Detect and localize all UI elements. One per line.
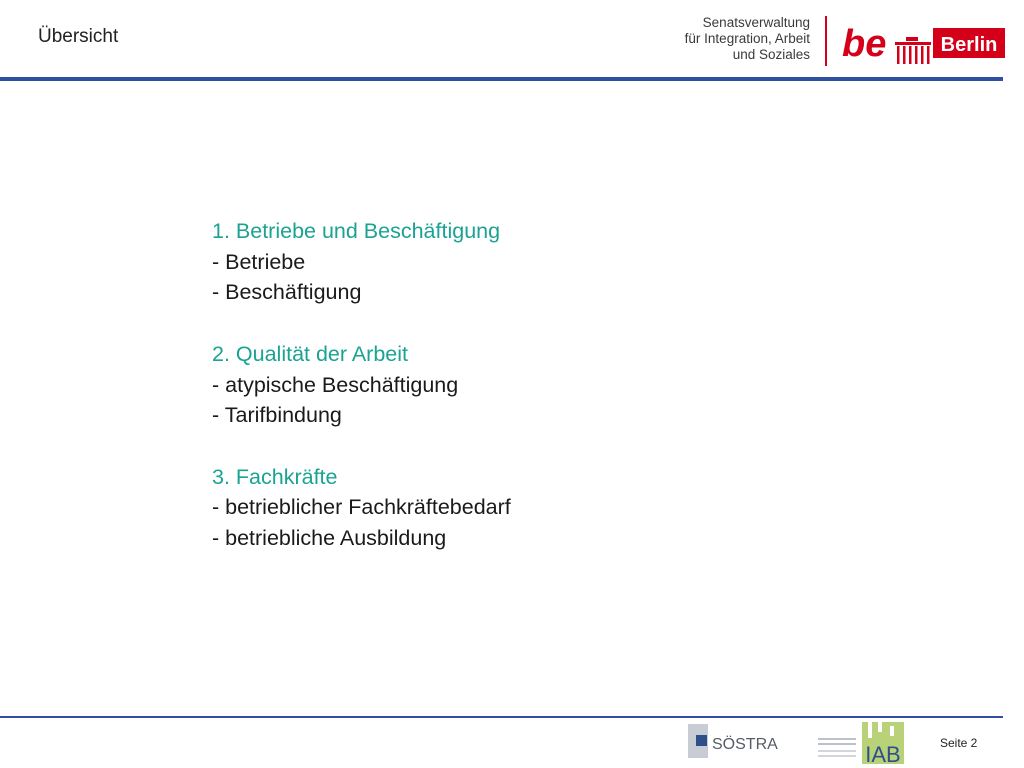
logo-berlin-text: Berlin — [940, 34, 998, 56]
agenda-item: - Tarifbindung — [212, 403, 342, 428]
agenda-item: - Beschäftigung — [212, 280, 362, 305]
agenda-item: - betrieblicher Fachkräftebedarf — [212, 495, 511, 520]
iab-logo-text: IAB — [865, 742, 901, 766]
agenda-heading: 2. Qualität der Arbeit — [212, 341, 408, 366]
department-line: Senatsverwaltung — [702, 15, 810, 30]
header-rule — [0, 77, 1003, 81]
department-name — [680, 15, 810, 63]
agenda-item: - Betriebe — [212, 249, 306, 274]
agenda-heading: 1. Betriebe und Beschäftigung — [212, 219, 501, 243]
agenda-heading: 3. Fachkräfte — [212, 464, 338, 489]
soestra-logo — [688, 722, 796, 762]
iab-logo — [816, 720, 910, 766]
agenda-item: - atypische Beschäftigung — [212, 372, 459, 397]
department-line: für Integration, Arbeit — [684, 31, 810, 46]
soestra-logo-text: SÖSTRA — [712, 736, 778, 753]
agenda-item: - betriebliche Ausbildung — [212, 526, 447, 550]
berlin-logo — [840, 22, 1008, 66]
footer-rule — [0, 716, 1003, 718]
department-line: und Soziales — [732, 47, 810, 62]
logo-be-text: be — [842, 23, 887, 65]
page-number: Seite 2 — [940, 736, 978, 750]
agenda — [212, 216, 511, 554]
brandenburg-gate-icon — [895, 37, 931, 64]
logo-divider — [825, 16, 827, 66]
slide-title: Übersicht — [38, 26, 119, 47]
